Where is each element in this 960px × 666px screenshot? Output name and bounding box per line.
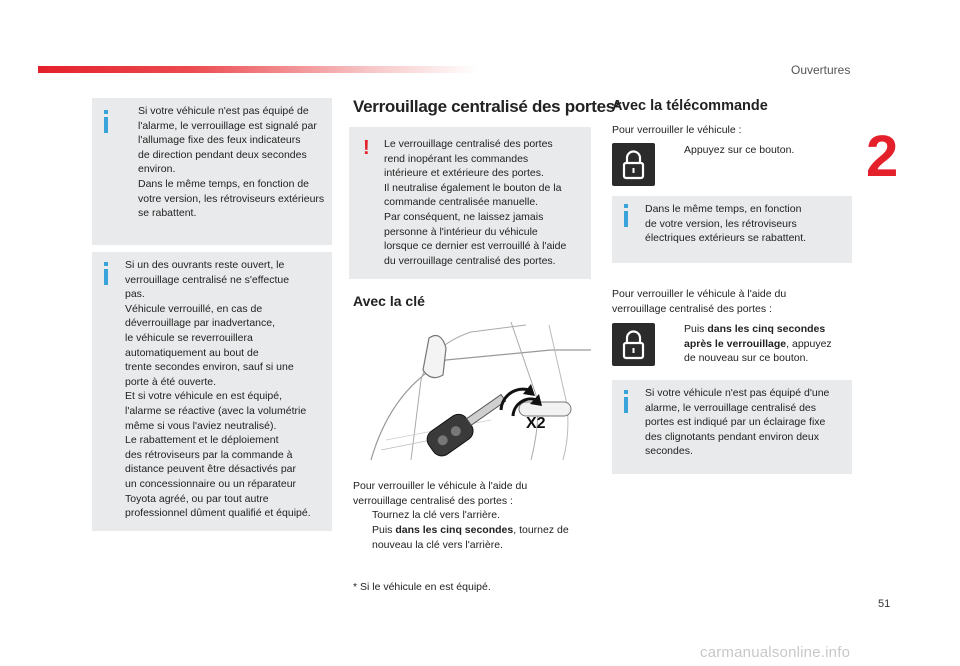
info-icon: [624, 397, 628, 413]
watermark: carmanualsonline.info: [700, 644, 851, 661]
info-icon: [624, 204, 628, 208]
warning-text: Le verrouillage centralisé des portes rend inopérant les commandes intérieure et extérieure des portes. Il neutralise également le bouton de la commande centralisée manuelle. Par conséquent, ne laissez jamais personne à l'intérieur du véhicule lorsque ce dernier est verrouillé à l'aide du verrouillage centralisé des portes.: [384, 138, 567, 267]
info-box-alarm: [92, 98, 332, 245]
info-text: Dans le même temps, en fonction de votre version, les rétroviseurs électriques extérieurs se rabattent.: [645, 203, 807, 245]
step-emphasis: dans les cinq secondes: [395, 524, 514, 536]
remote-intro: Pour verrouiller le véhicule :: [612, 124, 742, 136]
step-text: , tournez de nouveau la clé vers l'arrière.: [372, 524, 569, 551]
info-icon: [104, 262, 108, 266]
image-label: X2: [526, 415, 546, 432]
key-step-2: [372, 523, 594, 552]
step-text: Puis: [684, 323, 708, 335]
remote-intro-2: Pour verrouiller le véhicule à l'aide du verrouillage centralisé des portes :: [612, 288, 787, 315]
footnote: * Si le véhicule en est équipé.: [353, 581, 491, 593]
info-icon: [104, 117, 108, 133]
step-text: Puis: [372, 524, 396, 536]
info-text: Si votre véhicule n'est pas équipé de l'alarme, le verrouillage est signalé par l'allumage fixe des feux indicateurs de direction pendant deux secondes environ. Dans le même temps, en fonction de votre version, les rétroviseurs extérieurs se rabattent.: [138, 105, 325, 220]
remote-section-title: Avec la télécommande: [612, 98, 768, 114]
info-box-mirrors: [612, 196, 852, 263]
info-icon: [624, 211, 628, 227]
car-key-illustration: [351, 320, 593, 470]
chapter-number: 2: [866, 124, 899, 189]
info-text: Si votre véhicule n'est pas équipé d'une alarme, le verrouillage centralisé des portes est indiqué par un éclairage fixe des clignotants pendant environ deux secondes.: [645, 387, 830, 458]
info-text: Si un des ouvrants reste ouvert, le verrouillage centralisé ne s'effectue pas. Véhicule verrouillé, en cas de déverrouillage par inadvertance, le véhicule se reverrouillera automatiquement au bout de trente secondes environ, sauf si une porte à été ouverte. Et si votre véhicule en est équipé, l'alarme se réactive (avec la volumétrie même si vous l'aviez neutralisé). Le rabattement et le déploiement des rétroviseurs par la commande à distance peuvent être désactivés par un concessionnaire ou un réparateur Toyota agréé, ou par tout autre professionnel dûment qualifié et équipé.: [125, 259, 311, 520]
remote-step-1: Appuyez sur ce bouton.: [684, 144, 795, 156]
info-icon: [104, 269, 108, 285]
info-box-ouvrants: [92, 252, 332, 531]
key-section-title: Avec la clé: [353, 293, 425, 309]
remote-step-2: [684, 322, 854, 366]
padlock-icon: [612, 323, 655, 366]
key-step-1: Tournez la clé vers l'arrière.: [372, 509, 501, 521]
page-number: 51: [878, 598, 891, 610]
header-accent-bar: [38, 66, 478, 73]
step-text: , appuyez de nouveau sur ce bouton.: [684, 337, 832, 365]
warning-icon: !: [363, 137, 370, 159]
padlock-icon: [612, 143, 655, 186]
key-intro: Pour verrouiller le véhicule à l'aide du verrouillage centralisé des portes :: [353, 480, 528, 507]
step-emphasis: dans les cinq secondes après le verrouillage: [684, 323, 826, 350]
info-icon: [104, 110, 108, 114]
warning-box: [349, 127, 591, 279]
info-box-signal: [612, 380, 852, 474]
page-title: Verrouillage centralisé des portes*: [353, 97, 622, 116]
section-title: Ouvertures: [791, 63, 851, 77]
info-icon: [624, 390, 628, 394]
